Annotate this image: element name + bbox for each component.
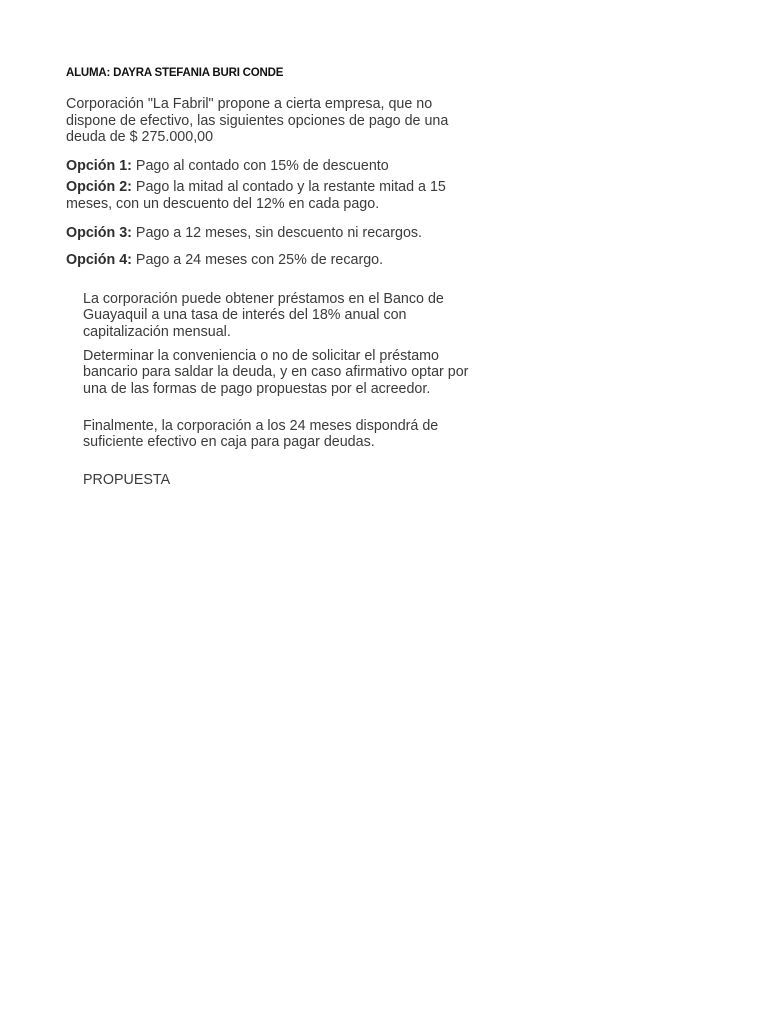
option-4 [66, 252, 486, 269]
option-2-text: Pago la mitad al contado y la restante mitad a 15 meses, con un descuento del 12% en cada pago. [66, 179, 446, 212]
option-4-label: Opción 4: [66, 252, 132, 268]
student-name: ALUMA: DAYRA STEFANIA BURI CONDE [66, 67, 284, 79]
option-1-text: Pago al contado con 15% de descuento [135, 158, 389, 174]
option-1-label: Opción 1: [66, 158, 132, 174]
option-3-label: Opción 3: [66, 225, 132, 241]
option-2-label: Opción 2: [66, 179, 132, 195]
option-4-text: Pago a 24 meses con 25% de recargo. [135, 252, 384, 268]
option-3 [66, 225, 486, 242]
option-3-text: Pago a 12 meses, sin descuento ni recargos. [135, 225, 423, 241]
proposal-heading: PROPUESTA [83, 472, 171, 488]
task-paragraph: Determinar la conveniencia o no de solicitar el préstamo bancario para saldar la deuda, y en caso afirmativo optar por una de las formas de pago propuestas por el acreedor. [83, 348, 469, 397]
option-1 [66, 158, 486, 175]
option-2 [66, 179, 486, 213]
final-paragraph: Finalmente, la corporación a los 24 meses dispondrá de suficiente efectivo en caja para pagar deudas. [83, 418, 439, 451]
problem-intro: Corporación "La Fabril" propone a cierta empresa, que no dispone de efectivo, las siguientes opciones de pago de una deuda de $ 275.000,00 [66, 96, 449, 146]
loan-paragraph: La corporación puede obtener préstamos en el Banco de Guayaquil a una tasa de interés del 18% anual con capitalización mensual. [83, 291, 444, 340]
